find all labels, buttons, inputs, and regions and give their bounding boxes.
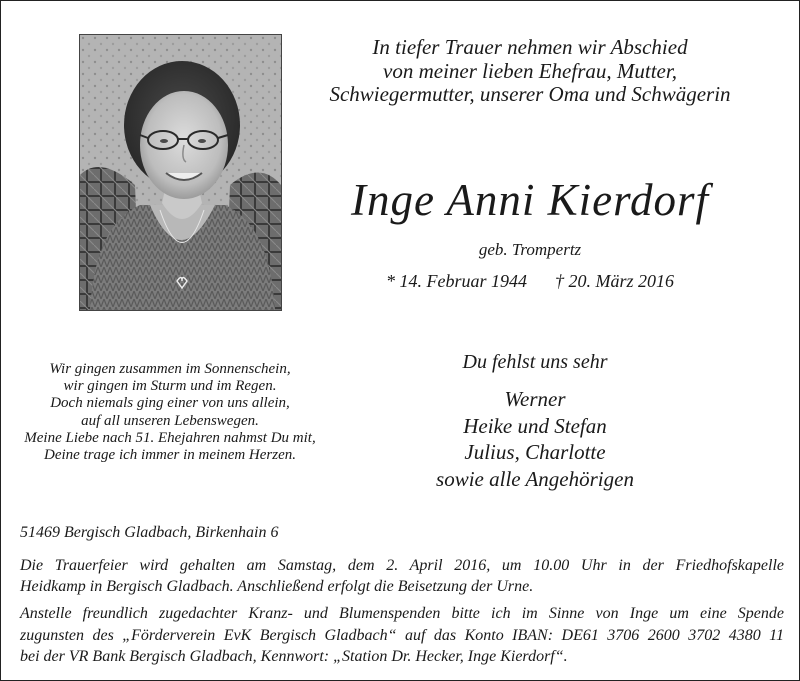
funeral-notice <box>20 555 784 597</box>
poem <box>0 361 340 464</box>
mourner-name: Julius, Charlotte <box>464 440 606 464</box>
poem-line: Meine Liebe nach 51. Ehejahren nahmst Du mit, <box>24 429 316 446</box>
mourner-name: Werner <box>504 387 566 411</box>
birth-date: * 14. Februar 1944 <box>385 271 527 291</box>
poem-line: Doch niemals ging einer von uns allein, <box>50 395 290 412</box>
intro-text <box>300 36 760 107</box>
mourners-list <box>400 386 670 492</box>
mourners-heading: Du fehlst uns sehr <box>462 351 608 373</box>
donation-notice-line: Anstelle freundlich zugedachter Kranz- und Blumenspenden bitte ich im Sinne von Inge um eine Spende <box>20 605 784 622</box>
funeral-notice-line: Die Trauerfeier wird gehalten am Samstag, dem 2. April 2016, um 10.00 Uhr in der Friedhofskapelle <box>20 557 784 574</box>
deceased-name: Inge Anni Kierdorf <box>351 175 709 225</box>
poem-line: wir gingen im Sturm und im Regen. <box>63 378 277 395</box>
death-date: † 20. März 2016 <box>554 271 674 291</box>
portrait-photo <box>79 34 282 311</box>
intro-line: In tiefer Trauer nehmen wir Abschied <box>372 35 688 59</box>
donation-notice-line: zugunsten des „Förderverein EvK Bergisch Gladbach“ auf das Konto IBAN: DE61 3706 2600 3702 4380 11 <box>20 626 784 644</box>
poem-line: auf all unseren Lebenswegen. <box>81 412 259 429</box>
intro-line: von meiner lieben Ehefrau, Mutter, <box>383 58 677 83</box>
intro-line: Schwiegermutter, unserer Oma und Schwägerin <box>329 82 731 106</box>
poem-line: Deine trage ich immer in meinem Herzen. <box>43 447 297 464</box>
mourner-name: sowie alle Angehörigen <box>436 466 634 491</box>
funeral-notice-line: Heidkamp in Bergisch Gladbach. Anschließend erfolgt die Beisetzung der Urne. <box>20 578 534 595</box>
life-dates <box>300 270 760 292</box>
maiden-name: geb. Trompertz <box>478 240 582 259</box>
poem-line: Wir gingen zusammen im Sonnenschein, <box>49 361 291 377</box>
donation-notice <box>20 603 784 668</box>
mourner-name: Heike und Stefan <box>463 413 607 438</box>
donation-notice-line: bei der VR Bank Bergisch Gladbach, Kennwort: „Station Dr. Hecker, Inge Kierdorf“. <box>20 648 568 665</box>
address: 51469 Bergisch Gladbach, Birkenhain 6 <box>20 524 279 541</box>
